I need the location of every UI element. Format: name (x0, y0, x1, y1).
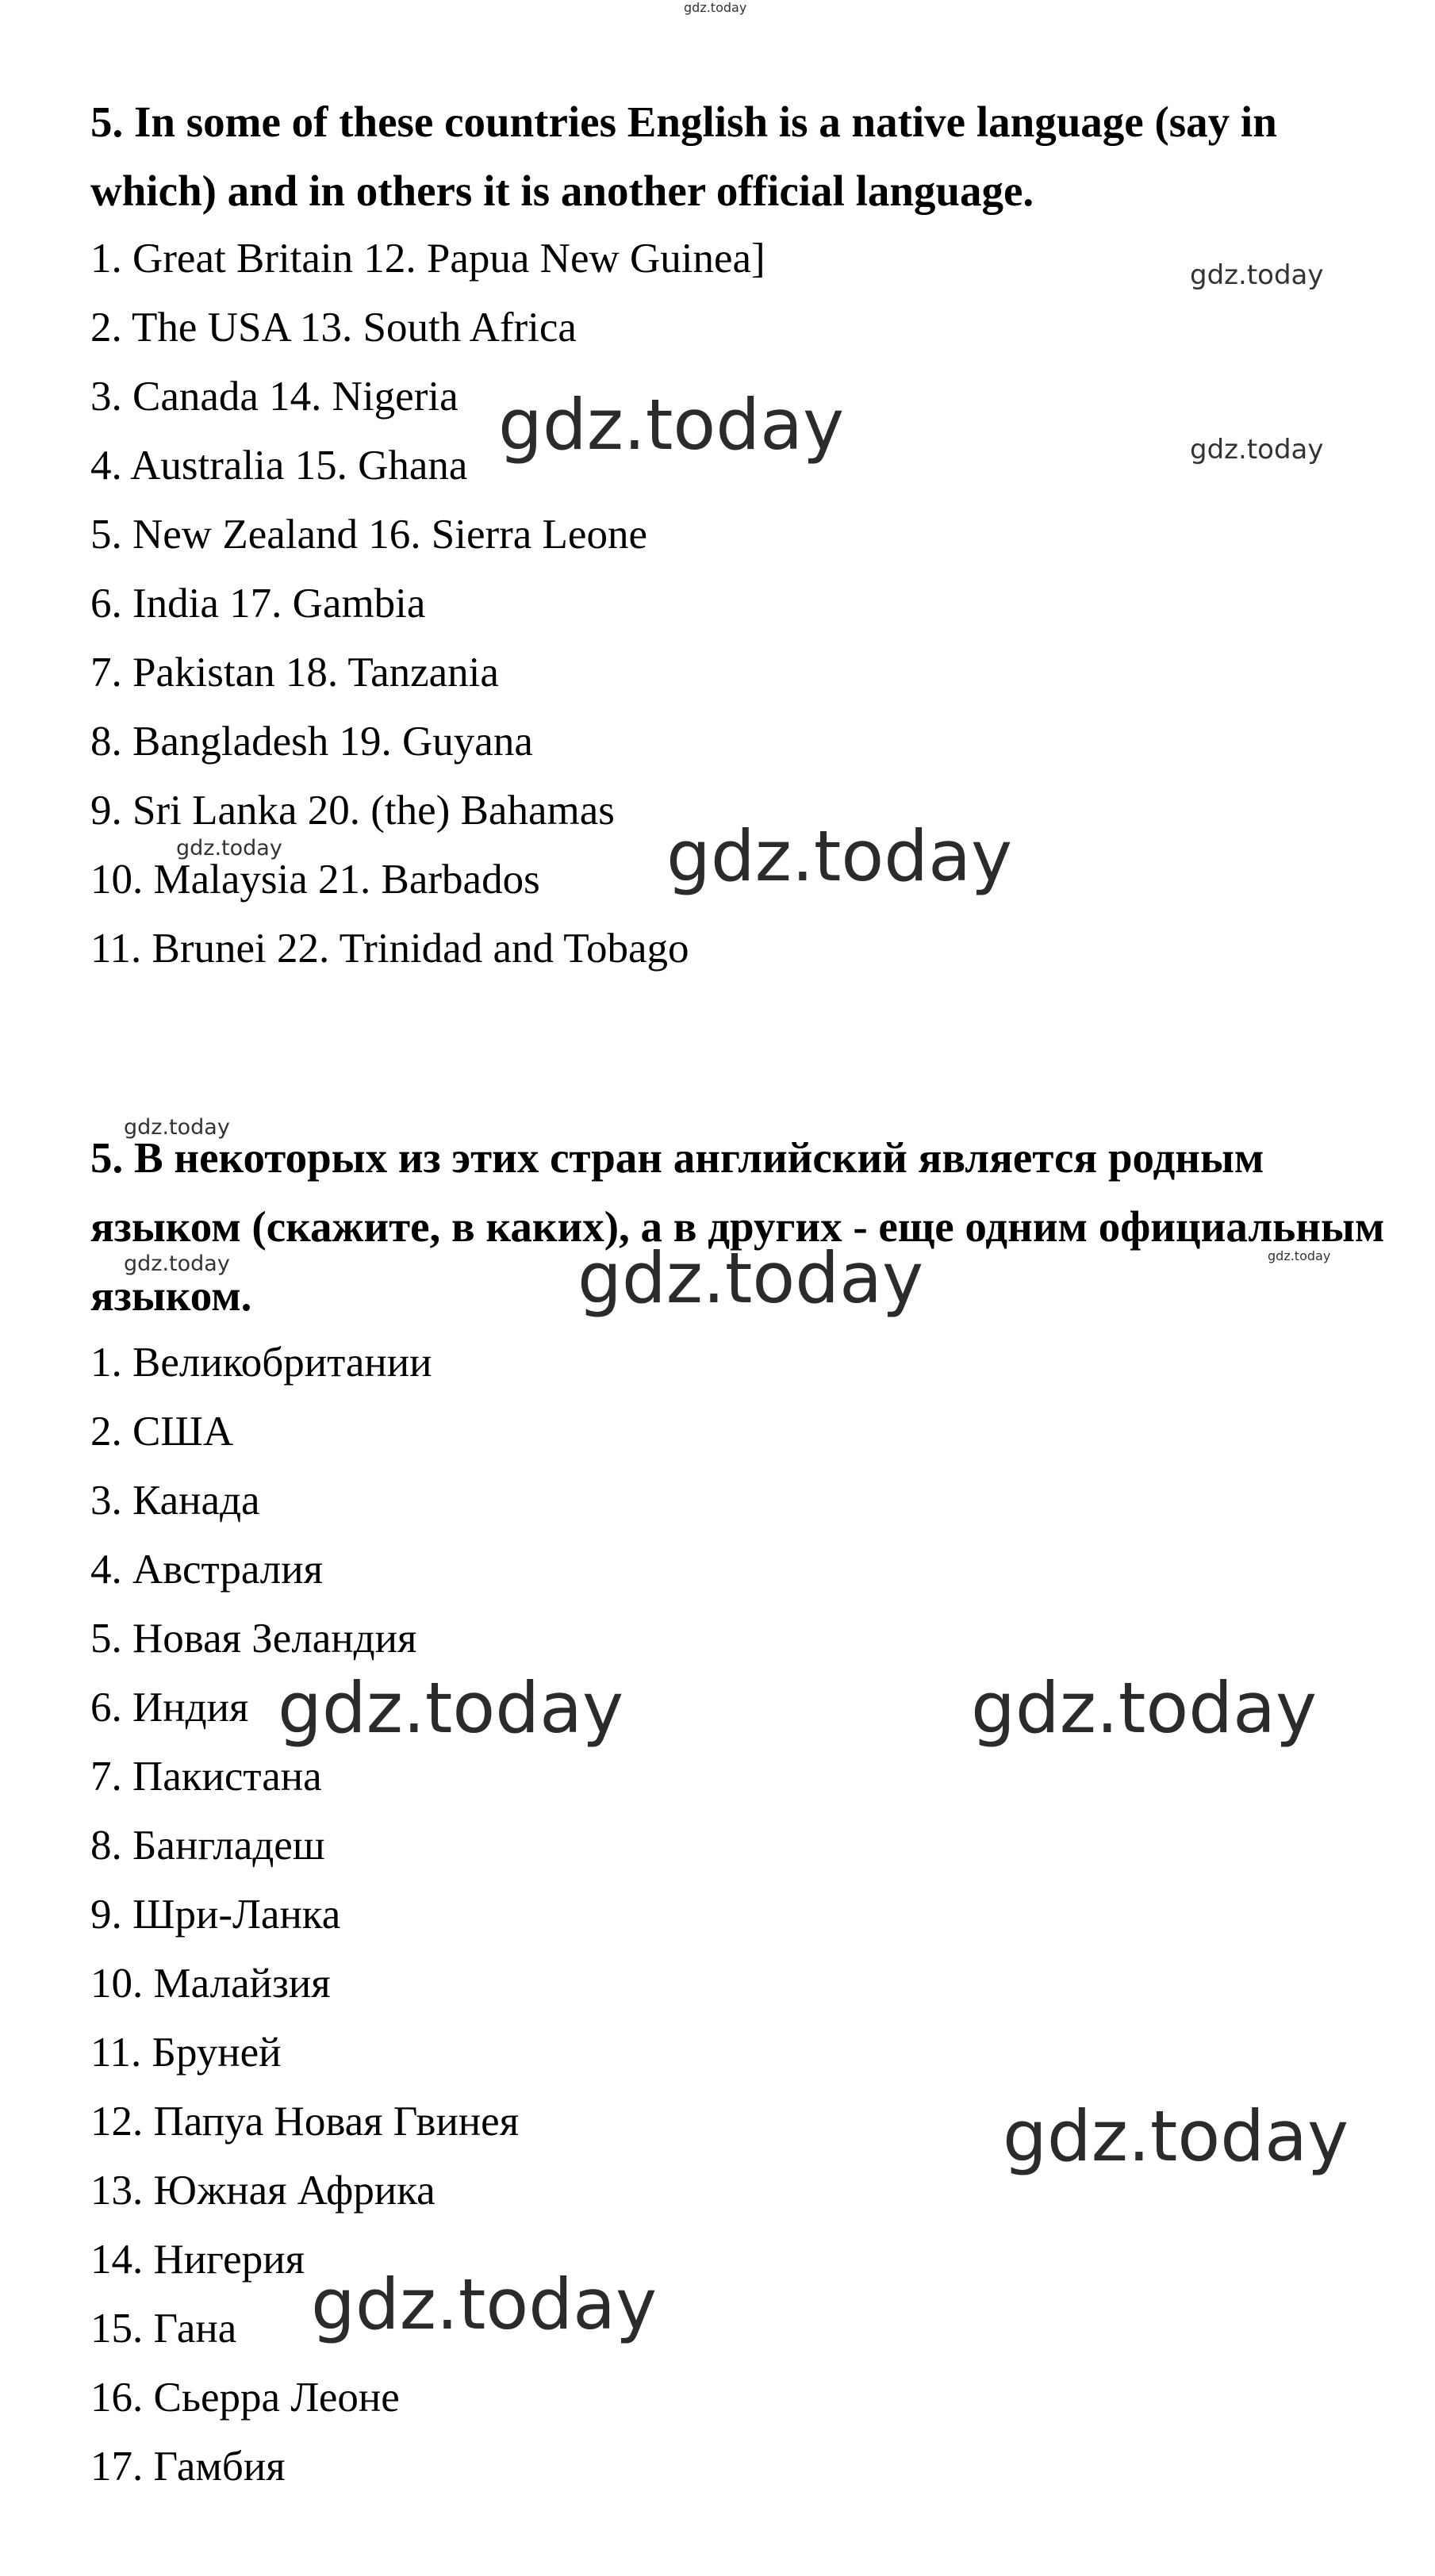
list-item: 7. Pakistan 18. Tanzania (90, 650, 499, 696)
list-item: 6. India 17. Gambia (90, 581, 426, 627)
list-item: 7. Пакистана (90, 1754, 322, 1800)
list-item: 4. Австралия (90, 1547, 324, 1593)
list-item: 1. Great Britain 12. Papua New Guinea] (90, 236, 765, 282)
list-item: 16. Сьерра Леоне (90, 2375, 400, 2421)
list-item: 10. Малайзия (90, 1961, 331, 2007)
watermark-text: gdz.today (176, 836, 282, 861)
russian-heading: 5. В некоторых из этих стран английский является родным языком (скажите, в каких), а в других - еще одним официальным языком. (90, 1133, 1385, 1320)
list-item: 8. Бангладеш (90, 1823, 325, 1869)
list-item: 17. Гамбия (90, 2444, 286, 2490)
list-item: 3. Canada 14. Nigeria (90, 374, 459, 420)
watermark-text: gdz.today (577, 1237, 924, 1319)
english-country-list (90, 224, 765, 983)
list-item: 15. Гана (90, 2306, 237, 2352)
list-item: 9. Шри-Ланка (90, 1892, 341, 1938)
list-item: 13. Южная Африка (90, 2168, 435, 2214)
list-item: 4. Australia 15. Ghana (90, 443, 468, 489)
list-item: 1. Великобритании (90, 1340, 432, 1386)
list-item: 2. США (90, 1409, 234, 1455)
list-item: 12. Папуа Новая Гвинея (90, 2099, 520, 2145)
list-item: 5. New Zealand 16. Sierra Leone (90, 512, 647, 558)
watermark-text: gdz.today (684, 0, 747, 15)
watermark-text: gdz.today (278, 1667, 624, 1749)
list-item: 2. The USA 13. South Africa (90, 305, 577, 351)
watermark-text: gdz.today (124, 1115, 230, 1140)
list-item: 8. Bangladesh 19. Guyana (90, 719, 533, 765)
list-item: 9. Sri Lanka 20. (the) Bahamas (90, 788, 615, 834)
list-item: 5. Новая Зеландия (90, 1616, 417, 1662)
list-item: 14. Нигерия (90, 2237, 305, 2283)
list-item: 11. Бруней (90, 2030, 282, 2076)
list-item: 11. Brunei 22. Trinidad and Tobago (90, 926, 689, 972)
list-item: 6. Индия (90, 1685, 249, 1731)
watermark-text: gdz.today (498, 384, 845, 466)
english-heading: 5. In some of these countries English is a native language (say in which) and in others it is another official language. (90, 98, 1277, 215)
watermark-text: gdz.today (666, 815, 1013, 897)
watermark-text: gdz.today (1190, 434, 1324, 466)
list-item: 10. Malaysia 21. Barbados (90, 857, 540, 903)
watermark-text: gdz.today (311, 2264, 658, 2345)
watermark-text: gdz.today (1268, 1248, 1331, 1263)
watermark-text: gdz.today (1003, 2095, 1349, 2177)
list-item: 3. Канада (90, 1478, 260, 1524)
watermark-text: gdz.today (1190, 259, 1324, 291)
watermark-text: gdz.today (971, 1667, 1318, 1749)
watermark-text: gdz.today (124, 1252, 230, 1276)
